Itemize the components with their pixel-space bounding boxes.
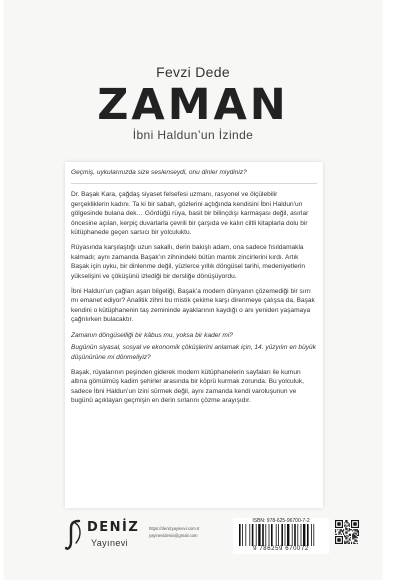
book-subtitle: İbni Haldun’un İzinde [132, 128, 254, 142]
book-title: ZAMAN [97, 80, 289, 130]
blurb-question-3: Bugünün siyasal, sosyal ve ekonomik çöküşlerini anlamak için, 14. yüzyılın en büyük düşünürüne mi dönmeliyiz? [71, 344, 316, 361]
divider [71, 183, 317, 184]
blurb-closing: Başak, rüyalarının peşinden giderek modern kütüphanelerin sayfaları ile kumun altına gömülmüş kadim şehirler arasında bir köprü kurmak zorunda. Bu yolculuk, sadece İbni Haldun’un izini sürmek değil, aynı zamanda kendi varoluşunun ve bugünü açıklayan geçmişin en derin sırlarını çözme arayışıdır. [71, 368, 304, 405]
blurb-paragraph-2: Rüyasında karşılaştığı uzun sakallı, derin bakışlı adam, ona sadece fısıldamakla kalmadı; aynı zamanda Başak’ın zihnindeki bütün mantık zincirlerini kırdı. Artık Başak için uyku, bir dinlenme değil, yüzlerce yıllık döngüsel tarihi, medeniyetlerin yükselişini ve çöküşünü izlediği bir dersliğe dönüşüyordu. [71, 244, 305, 280]
publisher-name: DENİZ [87, 520, 140, 535]
author-name: Fevzi Dede [156, 64, 230, 80]
publisher-subtitle: Yayınevi [91, 538, 129, 548]
qr-code-icon [335, 520, 359, 544]
publisher-logo-icon [65, 518, 87, 552]
publisher-contact [149, 526, 200, 539]
publisher-email: yayinevidenix@gmail.com [149, 532, 198, 538]
blurb-panel [65, 162, 323, 508]
blurb-paragraph-1: Dr. Başak Kara, çağdaş siyaset felsefesi uzmanı, rasyonel ve ölçülebilir gerçekliklerin kadını. Ta ki bir sabah, gözlerini açtığında kendisini İbni Haldun’un gölgesinde bulana dek… Gördüğü rüya, basit bir bilinçdışı karmaşası değil, asırlar öncesine açılan, kerpiç duvarlarla çevrili bir çarşıda ve kalın ciltli kitaplarla dolu bir kütüphanede geçen sarsıcı bir yolculuktu. [71, 191, 309, 237]
blurb-paragraph-3: İbni Haldun’un çağları aşan bilgeliği, Başak’a modern dünyanın çözemediği bir sırrı mı emanet ediyor? Analitik zihni bu mistik çekime karşı direnmeye çalışsa da, Başak kendini o kütüphanenin taş zemininde ayaklarının kaydığı o anı yeniden yaşamaya çağrılırken bulacaktır. [71, 288, 315, 324]
book-back-cover [5, 0, 381, 580]
intro-question: Geçmiş, uykularınızda size seslenseydi, onu dinler miydiniz? [71, 169, 247, 176]
barcode-digits: 9 786259 670072 [253, 546, 309, 552]
isbn-number: ISBN: 978-625-96700-7-2 [252, 518, 310, 524]
barcode-icon [237, 524, 325, 546]
blurb-question-2: Zamanın döngüselliği bir kâbus mu, yoksa bir kader mi? [71, 331, 233, 339]
cover-footer [65, 516, 355, 556]
isbn-barcode [233, 518, 329, 554]
publisher-website: https://denizyayinevi.com.tr [149, 526, 200, 531]
